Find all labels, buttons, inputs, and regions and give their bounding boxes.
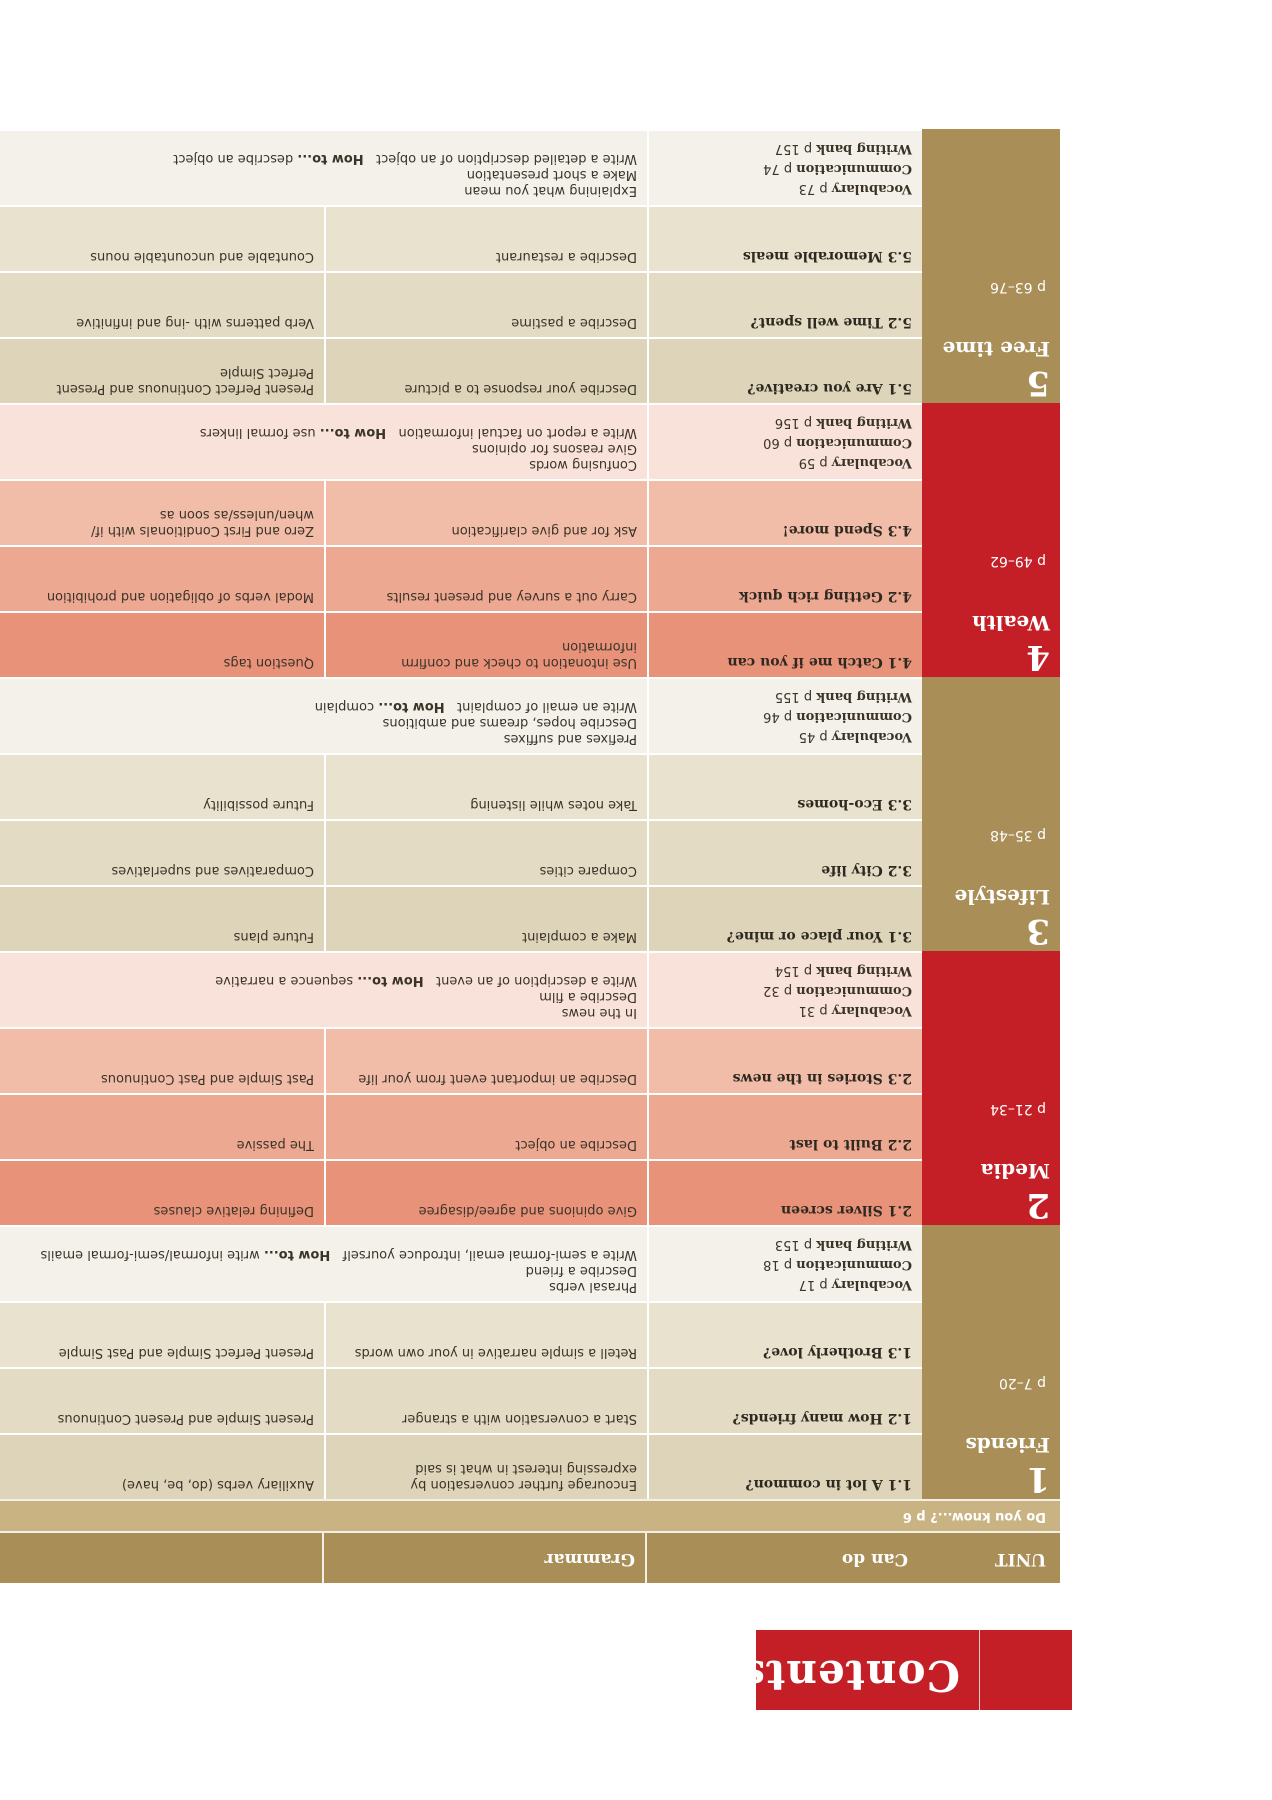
unit-column-header: UNIT [995, 1549, 1046, 1569]
lesson-can-do: Give opinions and agree/disagree [326, 1161, 649, 1225]
unit-name: Free time [942, 337, 1050, 361]
lesson-can-do: Retell a simple narrative in your own words [326, 1303, 649, 1367]
communication-task: Describe hopes, dreams and ambitions [382, 715, 637, 730]
review-row [0, 403, 922, 479]
lesson-grammar: Present Simple and Present Continuous [0, 1369, 326, 1433]
unit-section [0, 677, 1060, 951]
lesson-grammar: Countable and uncountable nouns [0, 207, 326, 271]
review-content [0, 1227, 649, 1301]
communication-page: p 60 [763, 435, 793, 450]
lesson-title: 4.1 Catch me if you can [727, 654, 912, 670]
header-divider [322, 1533, 324, 1583]
unit-name: Media [980, 1159, 1050, 1183]
writing-task: Write a report on factual information [398, 425, 637, 440]
vocabulary-topic: Phrasal verbs [549, 1279, 637, 1294]
communication-task: Make a short presentation [466, 167, 637, 182]
unit-section [0, 403, 1060, 677]
writing-task: Write a description of an event [436, 973, 637, 988]
unit-rows [0, 677, 922, 951]
lesson-grammar: Present Perfect Continuous and Present Perfect Simple [0, 339, 326, 403]
unit-number: 3 [1026, 911, 1050, 951]
review-refs [649, 131, 922, 205]
lesson-row [0, 1301, 922, 1367]
lesson-grammar: Future possibility [0, 755, 326, 819]
how-to-text: describe an object [173, 151, 294, 166]
contents-table [0, 129, 1060, 1583]
how-to-text: sequence a narrative [215, 973, 354, 988]
communication-label: Communication [796, 983, 912, 998]
lesson-can-do: Make a complaint [326, 887, 649, 951]
unit-name: Wealth [972, 611, 1050, 635]
how-to-label: How to... [378, 699, 445, 714]
lesson-title: 3.1 Your place or mine? [726, 928, 912, 944]
unit-tab [922, 951, 1060, 1225]
unit-number: 4 [1026, 637, 1050, 677]
lesson-title: 2.1 Silver screen [780, 1202, 912, 1218]
lesson-can-do: Take notes while listening [326, 755, 649, 819]
unit-tab [922, 129, 1060, 403]
unit-pages: p 21–34 [990, 1101, 1046, 1117]
lesson-can-do: Describe an object [326, 1095, 649, 1159]
writing-bank-page: p 154 [774, 963, 813, 978]
unit-name: Lifestyle [954, 885, 1050, 909]
lesson-grammar: Present Perfect Simple and Past Simple [0, 1303, 326, 1367]
lesson-row [0, 885, 922, 951]
writing-bank-page: p 156 [774, 415, 813, 430]
review-refs [649, 1227, 922, 1301]
lesson-grammar: Zero and First Conditionals with if/ when/unless/as soon as [0, 481, 326, 545]
writing-task: Write a detailed description of an object [376, 151, 637, 166]
unit-pages: p 35–48 [990, 827, 1046, 843]
writing-task: Write a semi-formal email, introduce yourself [342, 1247, 637, 1262]
lesson-row [0, 1159, 922, 1225]
communication-task: Give reasons for opinions [471, 441, 637, 456]
contents-banner [740, 1630, 1072, 1710]
unit-pages: p 63–76 [990, 279, 1046, 295]
writing-bank-page: p 153 [774, 1237, 813, 1252]
grammar-column-header: Grammar [544, 1549, 635, 1569]
review-content [0, 131, 649, 205]
vocabulary-page: p 17 [798, 1277, 828, 1292]
communication-label: Communication [796, 1257, 912, 1272]
communication-page: p 74 [763, 161, 793, 176]
unit-number: 1 [1026, 1459, 1050, 1499]
can-do-column-header: Can do [841, 1549, 908, 1569]
unit-section [0, 951, 1060, 1225]
writing-bank-label: Writing bank [816, 141, 912, 156]
lesson-title: 5.3 Memorable meals [742, 248, 912, 264]
vocabulary-label: Vocabulary [831, 181, 912, 196]
lesson-title: 1.3 Brotherly love? [763, 1344, 912, 1360]
lesson-can-do: Describe an important event from your life [326, 1029, 649, 1093]
vocabulary-label: Vocabulary [831, 1277, 912, 1292]
how-to-label: How to... [319, 425, 387, 440]
lesson-grammar: Past Simple and Past Continuous [0, 1029, 326, 1093]
communication-page: p 32 [763, 983, 793, 998]
header-divider [645, 1533, 647, 1583]
unit-rows [0, 403, 922, 677]
unit-tab [922, 677, 1060, 951]
writing-bank-page: p 155 [774, 689, 813, 704]
lesson-row [0, 1027, 922, 1093]
review-row [0, 951, 922, 1027]
writing-bank-label: Writing bank [816, 1237, 912, 1252]
writing-task: Write an email of complaint [457, 699, 637, 714]
how-to-label: How to... [297, 151, 364, 166]
how-to-text: write informal/semi-formal emails [40, 1247, 260, 1262]
lesson-title: 1.2 How many friends? [732, 1410, 912, 1426]
writing-bank-label: Writing bank [816, 415, 912, 430]
communication-task: Describe a film [539, 989, 637, 1004]
lesson-row [0, 1433, 922, 1499]
lesson-grammar: Question tags [0, 613, 326, 677]
communication-label: Communication [796, 435, 912, 450]
lesson-title: 3.3 Eco-homes [797, 796, 912, 812]
lesson-grammar: The passive [0, 1095, 326, 1159]
writing-bank-label: Writing bank [816, 689, 912, 704]
banner-divider [979, 1630, 980, 1710]
lesson-can-do: Use intonation to check and confirm information [326, 613, 649, 677]
lesson-row [0, 819, 922, 885]
unit-tab [922, 403, 1060, 677]
how-to-text: complain [314, 699, 375, 714]
communication-label: Communication [796, 161, 912, 176]
lesson-grammar: Auxiliary verbs (do, be, have) [0, 1435, 326, 1499]
review-content [0, 953, 649, 1027]
lesson-row [0, 611, 922, 677]
writing-bank-page: p 157 [774, 141, 813, 156]
review-content [0, 679, 649, 753]
lesson-can-do: Describe your response to a picture [326, 339, 649, 403]
vocabulary-page: p 73 [798, 181, 828, 196]
lesson-row [0, 205, 922, 271]
lesson-row [0, 271, 922, 337]
vocabulary-label: Vocabulary [831, 729, 912, 744]
lesson-row [0, 479, 922, 545]
unit-tab [922, 1225, 1060, 1499]
lesson-grammar: Defining relative clauses [0, 1161, 326, 1225]
lesson-grammar: Future plans [0, 887, 326, 951]
lesson-can-do: Describe a restaurant [326, 207, 649, 271]
lesson-title: 2.3 Stories in the news [732, 1070, 912, 1086]
review-row [0, 677, 922, 753]
vocabulary-topic: Confusing words [529, 457, 637, 472]
how-to-label: How to... [357, 973, 424, 988]
unit-rows [0, 129, 922, 403]
communication-label: Communication [796, 709, 912, 724]
intro-row: Do you know...? p 6 [0, 1499, 1060, 1533]
unit-name: Friends [965, 1433, 1050, 1457]
lesson-can-do: Carry out a survey and present results [326, 547, 649, 611]
vocabulary-topic: In the news [561, 1005, 637, 1020]
lesson-row [0, 753, 922, 819]
lesson-grammar: Modal verbs of obligation and prohibition [0, 547, 326, 611]
lesson-grammar: Verb patterns with -ing and infinitive [0, 273, 326, 337]
lesson-title: 4.2 Getting rich quick [739, 588, 912, 604]
review-refs [649, 405, 922, 479]
vocabulary-page: p 59 [798, 455, 828, 470]
lesson-title: 5.2 Time well spent? [750, 314, 912, 330]
review-row [0, 129, 922, 205]
lesson-row [0, 337, 922, 403]
table-header [0, 1533, 1060, 1583]
lesson-title: 5.1 Are you creative? [747, 380, 912, 396]
lesson-can-do: Start a conversation with a stranger [326, 1369, 649, 1433]
lesson-row [0, 1093, 922, 1159]
lesson-can-do: Ask for and give clarification [326, 481, 649, 545]
lesson-grammar: Comparatives and superlatives [0, 821, 326, 885]
unit-pages: p 7–20 [998, 1375, 1046, 1391]
review-refs [649, 679, 922, 753]
lesson-row [0, 545, 922, 611]
lesson-can-do: Describe a pastime [326, 273, 649, 337]
unit-number: 2 [1026, 1185, 1050, 1225]
lesson-title: 2.2 Built to last [789, 1136, 912, 1152]
contents-title: Contents [740, 1651, 960, 1700]
vocabulary-label: Vocabulary [831, 1003, 912, 1018]
communication-page: p 18 [763, 1257, 793, 1272]
vocabulary-topic: Explaining what you mean [464, 183, 637, 198]
vocabulary-label: Vocabulary [831, 455, 912, 470]
how-to-label: How to... [263, 1247, 331, 1262]
unit-number: 5 [1026, 363, 1050, 403]
communication-task: Describe a friend [525, 1263, 637, 1278]
lesson-row [0, 1367, 922, 1433]
lesson-title: 1.1 A lot in common? [745, 1476, 912, 1492]
how-to-text: use formal linkers [199, 425, 316, 440]
communication-page: p 46 [763, 709, 793, 724]
lesson-can-do: Encourage further conversation by expressing interest in what is said [326, 1435, 649, 1499]
lesson-title: 3.2 City life [821, 862, 912, 878]
review-row [0, 1225, 922, 1301]
vocabulary-topic: Prefixes and suffixes [503, 731, 637, 746]
review-refs [649, 953, 922, 1027]
unit-rows [0, 1225, 922, 1499]
writing-bank-label: Writing bank [816, 963, 912, 978]
unit-rows [0, 951, 922, 1225]
unit-pages: p 49–62 [990, 553, 1046, 569]
lesson-can-do: Compare cities [326, 821, 649, 885]
vocabulary-page: p 31 [798, 1003, 828, 1018]
lesson-title: 4.3 Spend more! [782, 522, 912, 538]
unit-section [0, 1225, 1060, 1499]
review-content [0, 405, 649, 479]
unit-section [0, 129, 1060, 403]
vocabulary-page: p 45 [798, 729, 828, 744]
